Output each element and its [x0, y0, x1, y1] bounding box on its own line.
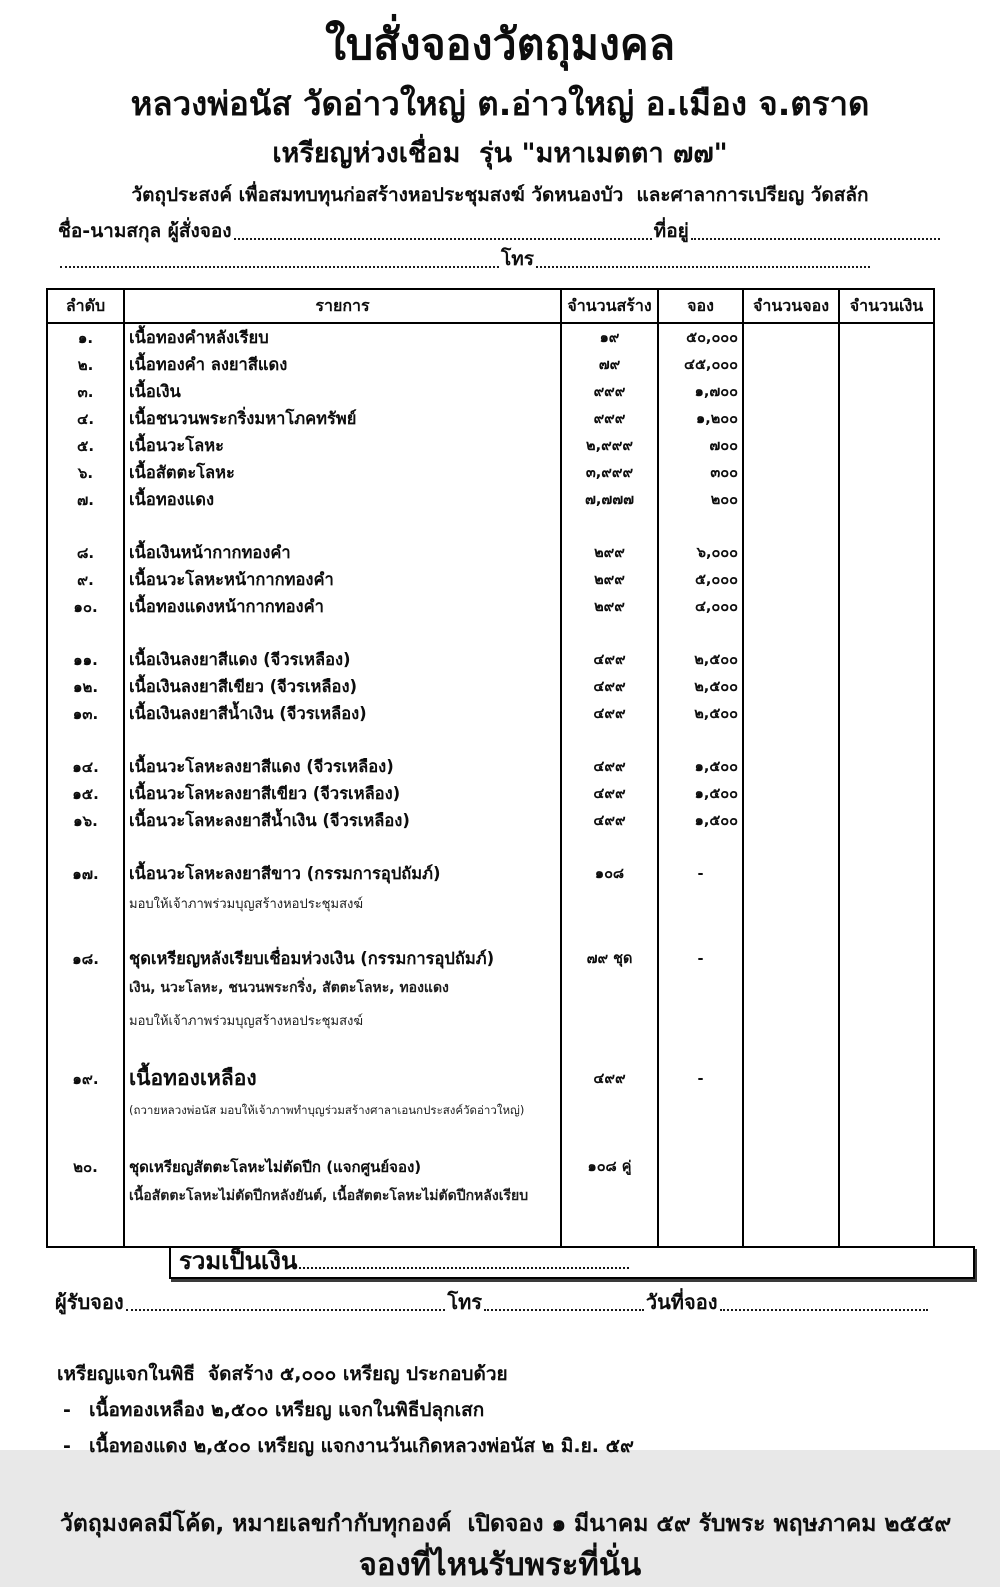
spacer-cell [124, 727, 561, 753]
item-amount [839, 1062, 934, 1095]
order-table [46, 288, 935, 1248]
item-qty-booked [743, 673, 839, 700]
item-booking-price: - [658, 1062, 743, 1095]
spacer-cell [561, 1212, 658, 1247]
item-no [47, 972, 124, 1004]
table-row [47, 539, 934, 566]
orderer-name-blank [234, 238, 652, 240]
item-qty-made [561, 887, 658, 919]
item-qty-booked [743, 566, 839, 593]
spacer-cell [658, 513, 743, 539]
item-amount [839, 753, 934, 780]
item-booking-price: ๒๐๐ [658, 486, 743, 513]
spacer-cell [124, 919, 561, 945]
item-qty-booked [743, 1004, 839, 1036]
item-name: เนื้อนวะโลหะลงยาสีเขียว (จีวรเหลือง) [124, 780, 561, 807]
amulet-edition: เหรียญห่วงเชื่อม รุ่น "มหาเมตตา ๗๗" [272, 138, 728, 169]
spacer-row [47, 620, 934, 646]
item-booking-price: ๑,๕๐๐ [658, 753, 743, 780]
item-qty-made [561, 972, 658, 1004]
col-header-qty-booked: จำนวนจอง [743, 289, 839, 323]
item-amount [839, 1004, 934, 1036]
item-qty-booked [743, 700, 839, 727]
phone-line [58, 246, 872, 272]
giveaway-note [57, 1359, 1000, 1461]
item-name: ชุดเหรียญหลังเรียบเชื่อมห่วงเงิน (กรรมการอุปถัมภ์) [124, 945, 561, 972]
table-subrow [47, 1095, 934, 1127]
item-booking-price: ๕,๐๐๐ [658, 566, 743, 593]
tagline: จองที่ไหนรับพระที่นั่น [358, 1547, 642, 1583]
item-qty-booked [743, 323, 839, 351]
item-no: ๒. [47, 351, 124, 378]
item-booking-price: ๒,๕๐๐ [658, 646, 743, 673]
item-booking-price [658, 1004, 743, 1036]
item-qty-booked [743, 945, 839, 972]
item-amount [839, 780, 934, 807]
item-qty-made: ๔๙๙ [561, 807, 658, 834]
item-no: ๑๕. [47, 780, 124, 807]
item-amount [839, 351, 934, 378]
item-qty-made: ๙๙๙ [561, 405, 658, 432]
spacer-cell [658, 727, 743, 753]
item-amount [839, 646, 934, 673]
item-no: ๑๓. [47, 700, 124, 727]
spacer-cell [124, 620, 561, 646]
spacer-cell [743, 1212, 839, 1247]
item-booking-price: - [658, 945, 743, 972]
table-row [47, 860, 934, 887]
document-header [0, 0, 1000, 210]
spacer-cell [658, 919, 743, 945]
item-amount [839, 459, 934, 486]
spacer-cell [743, 1036, 839, 1062]
table-row [47, 566, 934, 593]
item-qty-made: ๑๐๘ [561, 860, 658, 887]
item-amount [839, 486, 934, 513]
table-row [47, 351, 934, 378]
item-name: เนื้อนวะโลหะ [124, 432, 561, 459]
item-no: ๘. [47, 539, 124, 566]
item-amount [839, 1153, 934, 1180]
item-amount [839, 593, 934, 620]
item-no: ๙. [47, 566, 124, 593]
table-row [47, 945, 934, 972]
item-no: ๓. [47, 378, 124, 405]
purpose-statement: วัตถุประสงค์ เพื่อสมทบทุนก่อสร้างหอประชุมสงฆ์ วัดหนองบัว และศาลาการเปรียญ วัดสลัก [131, 184, 869, 206]
item-qty-booked [743, 486, 839, 513]
col-header-item: รายการ [124, 289, 561, 323]
item-no: ๑๖. [47, 807, 124, 834]
item-name: เนื้อทองเหลือง [124, 1062, 561, 1095]
item-amount [839, 378, 934, 405]
booking-date-label: วันที่จอง [645, 1290, 718, 1314]
item-qty-made: ๔๙๙ [561, 646, 658, 673]
table-row [47, 459, 934, 486]
item-name: เนื้อนวะโลหะลงยาสีน้ำเงิน (จีวรเหลือง) [124, 807, 561, 834]
col-header-index: ลำดับ [47, 289, 124, 323]
receiver-blank [126, 1309, 446, 1311]
table-header-row [47, 289, 934, 323]
table-row [47, 323, 934, 351]
table-subrow [47, 1180, 934, 1212]
item-booking-price: - [658, 860, 743, 887]
spacer-cell [561, 919, 658, 945]
spacer-cell [47, 620, 124, 646]
spacer-cell [658, 834, 743, 860]
item-qty-booked [743, 593, 839, 620]
item-qty-booked [743, 1062, 839, 1095]
item-no: ๑๗. [47, 860, 124, 887]
item-booking-price: ๖,๐๐๐ [658, 539, 743, 566]
spacer-cell [658, 620, 743, 646]
item-qty-made: ๔๙๙ [561, 673, 658, 700]
item-name: เนื้อชนวนพระกริ่งมหาโภคทรัพย์ [124, 405, 561, 432]
col-header-qty-made: จำนวนสร้าง [561, 289, 658, 323]
item-no: ๒๐. [47, 1153, 124, 1180]
orderer-name-label: ชื่อ-นามสกุล ผู้สั่งจอง [58, 220, 232, 242]
item-booking-price: ๑,๕๐๐ [658, 807, 743, 834]
item-amount [839, 945, 934, 972]
spacer-cell [839, 620, 934, 646]
item-booking-price: ๔,๐๐๐ [658, 593, 743, 620]
item-booking-price: ๑,๒๐๐ [658, 405, 743, 432]
item-amount [839, 887, 934, 919]
spacer-cell [658, 1127, 743, 1153]
phone-label: โทร [501, 248, 534, 270]
orderer-line [58, 218, 942, 244]
item-qty-booked [743, 646, 839, 673]
item-no: ๑๑. [47, 646, 124, 673]
item-no: ๑. [47, 323, 124, 351]
item-amount [839, 405, 934, 432]
spacer-cell [839, 1212, 934, 1247]
table-row [47, 1153, 934, 1180]
item-name: เนื้อทองแดง [124, 486, 561, 513]
spacer-cell [47, 513, 124, 539]
item-name: เนื้อทองคำหลังเรียบ [124, 323, 561, 351]
item-amount [839, 566, 934, 593]
item-no: ๑๐. [47, 593, 124, 620]
item-amount [839, 1180, 934, 1212]
item-no: ๗. [47, 486, 124, 513]
item-booking-price: ๒,๕๐๐ [658, 700, 743, 727]
item-amount [839, 673, 934, 700]
item-booking-price [658, 1095, 743, 1127]
item-booking-price [658, 887, 743, 919]
spacer-cell [839, 513, 934, 539]
spacer-row [47, 513, 934, 539]
item-no [47, 1180, 124, 1212]
spacer-row [47, 727, 934, 753]
item-booking-price: ๕๐,๐๐๐ [658, 323, 743, 351]
item-name: เนื้อสัตตะโลหะ [124, 459, 561, 486]
giveaway-item-text: เนื้อทองเหลือง ๒,๕๐๐ เหรียญ แจกในพิธีปลุกเสก [89, 1399, 485, 1421]
spacer-cell [839, 919, 934, 945]
item-amount [839, 700, 934, 727]
item-name: เนื้อนวะโลหะลงยาสีขาว (กรรมการอุปถัมภ์) [124, 860, 561, 887]
item-booking-price [658, 972, 743, 1004]
spacer-cell [839, 834, 934, 860]
item-no [47, 887, 124, 919]
spacer-cell [47, 1036, 124, 1062]
item-qty-made: ๔๙๙ [561, 753, 658, 780]
item-qty-made [561, 1004, 658, 1036]
spacer-cell [124, 513, 561, 539]
table-row [47, 753, 934, 780]
item-note: เนื้อสัตตะโลหะไม่ตัดปีกหลังยันต์, เนื้อสัตตะโลหะไม่ตัดปีกหลังเรียบ [124, 1180, 561, 1212]
item-qty-booked [743, 753, 839, 780]
item-amount [839, 860, 934, 887]
item-name: เนื้อทองแดงหน้ากากทองคำ [124, 593, 561, 620]
temple-subtitle: หลวงพ่อนัส วัดอ่าวใหญ่ ต.อ่าวใหญ่ อ.เมือง จ.ตราด [130, 84, 870, 123]
item-qty-made: ๔๙๙ [561, 700, 658, 727]
page-title: ใบสั่งจองวัตถุมงคล [324, 20, 676, 70]
item-qty-made: ๔๙๙ [561, 1062, 658, 1095]
item-name: เนื้อเงิน [124, 378, 561, 405]
total-label: รวมเป็นเงิน [179, 1247, 298, 1275]
spacer-cell [743, 919, 839, 945]
item-qty-booked [743, 807, 839, 834]
table-row [47, 646, 934, 673]
item-qty-booked [743, 405, 839, 432]
spacer-cell [561, 620, 658, 646]
item-no: ๑๙. [47, 1062, 124, 1095]
item-no: ๖. [47, 459, 124, 486]
item-qty-booked [743, 887, 839, 919]
item-no [47, 1095, 124, 1127]
item-no: ๕. [47, 432, 124, 459]
receiver-line [55, 1289, 930, 1315]
receiver-phone-label: โทร [447, 1290, 483, 1314]
address-label: ที่อยู่ [653, 220, 689, 242]
table-row [47, 593, 934, 620]
total-amount-blank [299, 1266, 629, 1269]
item-booking-price [658, 1180, 743, 1212]
spacer-cell [839, 1127, 934, 1153]
item-booking-price: ๑,๗๐๐ [658, 378, 743, 405]
address-blank-continued [60, 266, 499, 268]
table-bottom-padding-row [47, 1212, 934, 1247]
item-note: เงิน, นวะโลหะ, ชนวนพระกริ่ง, สัตตะโลหะ, ทองแดง [124, 972, 561, 1004]
giveaway-title: เหรียญแจกในพิธี จัดสร้าง ๕,๐๐๐ เหรียญ ประกอบด้วย [57, 1363, 508, 1385]
spacer-cell [561, 834, 658, 860]
item-booking-price: ๑,๕๐๐ [658, 780, 743, 807]
spacer-cell [124, 834, 561, 860]
item-amount [839, 807, 934, 834]
item-qty-made: ๒๙๙ [561, 593, 658, 620]
col-header-booking-price: จอง [658, 289, 743, 323]
item-amount [839, 1095, 934, 1127]
item-qty-made: ๗๙ [561, 351, 658, 378]
item-qty-made: ๗๙ ชุด [561, 945, 658, 972]
spacer-cell [743, 834, 839, 860]
spacer-row [47, 1127, 934, 1153]
item-amount [839, 539, 934, 566]
spacer-cell [124, 1212, 561, 1247]
spacer-cell [743, 513, 839, 539]
item-name: เนื้อทองคำ ลงยาสีแดง [124, 351, 561, 378]
table-row [47, 432, 934, 459]
col-header-amount: จำนวนเงิน [839, 289, 934, 323]
table-subrow [47, 972, 934, 1004]
spacer-cell [47, 1127, 124, 1153]
item-booking-price [658, 1153, 743, 1180]
item-name: เนื้อเงินลงยาสีเขียว (จีวรเหลือง) [124, 673, 561, 700]
code-note: วัตถุมงคลมีโค้ด, หมายเลขกำกับทุกองค์ เปิดจอง ๑ มีนาคม ๕๙ รับพระ พฤษภาคม ๒๕๕๙ [60, 1511, 952, 1537]
item-name: เนื้อนวะโลหะหน้ากากทองคำ [124, 566, 561, 593]
item-qty-made [561, 1095, 658, 1127]
item-qty-made [561, 1180, 658, 1212]
item-no [47, 1004, 124, 1036]
spacer-cell [47, 1212, 124, 1247]
giveaway-item [57, 1431, 1000, 1461]
spacer-row [47, 1036, 934, 1062]
item-qty-made: ๒,๙๙๙ [561, 432, 658, 459]
item-qty-booked [743, 351, 839, 378]
item-qty-made: ๑๙ [561, 323, 658, 351]
item-no: ๑๔. [47, 753, 124, 780]
spacer-row [47, 919, 934, 945]
spacer-cell [658, 1212, 743, 1247]
spacer-cell [561, 513, 658, 539]
bullet-dash: - [63, 1399, 71, 1421]
spacer-cell [561, 727, 658, 753]
item-qty-booked [743, 1180, 839, 1212]
phone-blank [536, 266, 870, 268]
item-amount [839, 323, 934, 351]
item-name: ชุดเหรียญสัตตะโลหะไม่ตัดปีก (แจกศูนย์จอง) [124, 1153, 561, 1180]
spacer-cell [743, 1127, 839, 1153]
item-qty-booked [743, 1153, 839, 1180]
spacer-cell [124, 1127, 561, 1153]
spacer-cell [658, 1036, 743, 1062]
bullet-dash: - [63, 1435, 71, 1457]
item-note: มอบให้เจ้าภาพร่วมบุญสร้างหอประชุมสงฆ์ [124, 887, 561, 919]
item-qty-booked [743, 972, 839, 1004]
item-qty-made: ๑๐๘ คู่ [561, 1153, 658, 1180]
item-name: เนื้อเงินลงยาสีแดง (จีวรเหลือง) [124, 646, 561, 673]
item-qty-made: ๒๙๙ [561, 539, 658, 566]
item-note: มอบให้เจ้าภาพร่วมบุญสร้างหอประชุมสงฆ์ [124, 1004, 561, 1036]
giveaway-item-text: เนื้อทองแดง ๒,๕๐๐ เหรียญ แจกงานวันเกิดหลวงพ่อนัส ๒ มิ.ย. ๕๙ [89, 1435, 634, 1457]
spacer-cell [743, 727, 839, 753]
item-note: (ถวายหลวงพ่อนัส มอบให้เจ้าภาพทำบุญร่วมสร้างศาลาเอนกประสงค์วัดอ่าวใหญ่) [124, 1095, 561, 1127]
table-subrow [47, 1004, 934, 1036]
spacer-cell [839, 727, 934, 753]
receiver-phone-blank [484, 1309, 644, 1311]
item-qty-booked [743, 378, 839, 405]
item-amount [839, 972, 934, 1004]
spacer-cell [561, 1127, 658, 1153]
table-subrow [47, 887, 934, 919]
table-row [47, 700, 934, 727]
item-name: เนื้อเงินหน้ากากทองคำ [124, 539, 561, 566]
item-qty-booked [743, 432, 839, 459]
table-row [47, 405, 934, 432]
item-name: เนื้อนวะโลหะลงยาสีแดง (จีวรเหลือง) [124, 753, 561, 780]
item-name: เนื้อเงินลงยาสีน้ำเงิน (จีวรเหลือง) [124, 700, 561, 727]
item-amount [839, 432, 934, 459]
item-qty-booked [743, 1095, 839, 1127]
spacer-cell [47, 834, 124, 860]
order-table-wrap [46, 288, 933, 1279]
item-qty-booked [743, 780, 839, 807]
table-row [47, 486, 934, 513]
booking-date-blank [720, 1309, 929, 1311]
item-no: ๔. [47, 405, 124, 432]
item-qty-booked [743, 860, 839, 887]
table-row [47, 673, 934, 700]
spacer-cell [561, 1036, 658, 1062]
item-no: ๑๒. [47, 673, 124, 700]
spacer-cell [47, 919, 124, 945]
address-blank [691, 238, 940, 240]
table-row [47, 1062, 934, 1095]
item-qty-made: ๒๙๙ [561, 566, 658, 593]
item-booking-price: ๔๕,๐๐๐ [658, 351, 743, 378]
spacer-cell [743, 620, 839, 646]
item-qty-booked [743, 539, 839, 566]
receiver-label: ผู้รับจอง [55, 1290, 124, 1314]
giveaway-item [57, 1395, 1000, 1425]
spacer-cell [47, 727, 124, 753]
spacer-cell [839, 1036, 934, 1062]
item-booking-price: ๒,๕๐๐ [658, 673, 743, 700]
table-row [47, 780, 934, 807]
spacer-row [47, 834, 934, 860]
item-qty-made: ๙๙๙ [561, 378, 658, 405]
total-amount-box [169, 1246, 975, 1279]
item-qty-made: ๗,๗๗๗ [561, 486, 658, 513]
item-booking-price: ๓๐๐ [658, 459, 743, 486]
table-row [47, 378, 934, 405]
spacer-cell [124, 1036, 561, 1062]
item-no: ๑๘. [47, 945, 124, 972]
item-qty-made: ๓,๙๙๙ [561, 459, 658, 486]
table-row [47, 807, 934, 834]
item-qty-made: ๔๙๙ [561, 780, 658, 807]
item-booking-price: ๗๐๐ [658, 432, 743, 459]
item-qty-booked [743, 459, 839, 486]
